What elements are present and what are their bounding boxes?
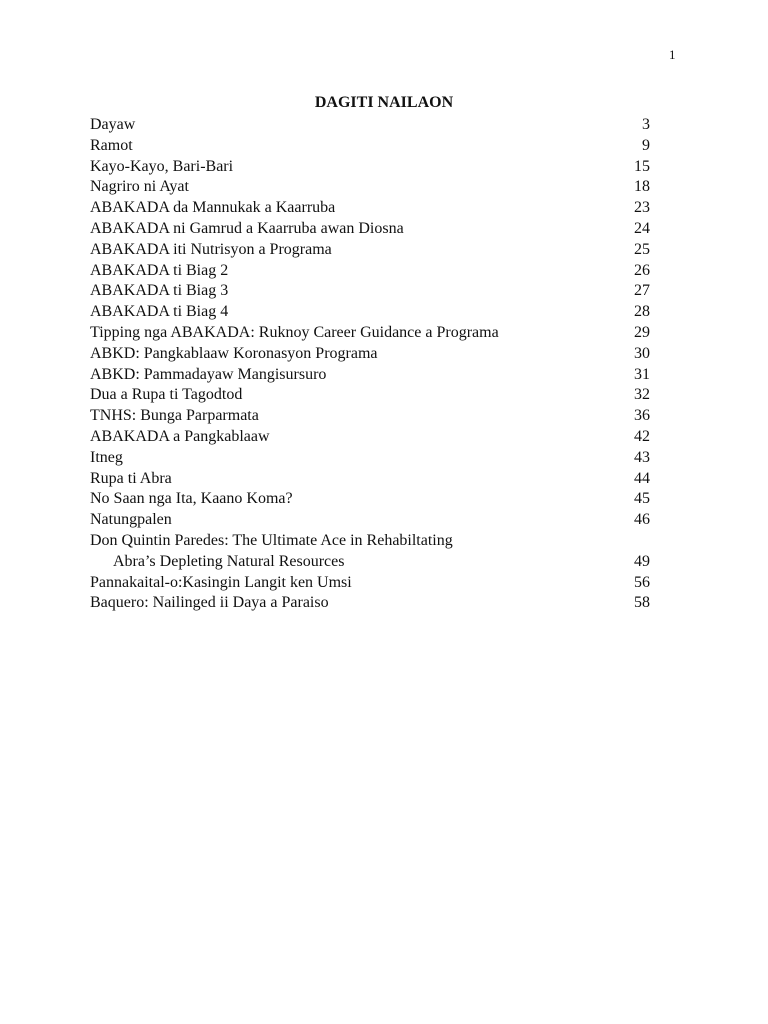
toc-entry [90,115,650,136]
toc-entry-title-continued: Abra’s Depleting Natural Resources [113,552,345,570]
toc-entry-page: 32 [634,386,650,404]
toc-entry [90,136,650,157]
toc-entry-titles [90,136,133,157]
toc-entry-titles [90,427,270,448]
toc-entry-title: Don Quintin Paredes: The Ultimate Ace in Rehabiltating [90,531,453,549]
toc-entry-titles [90,593,329,614]
toc-entry-page: 36 [634,407,650,425]
toc-entry [90,469,650,490]
toc-entry-titles [90,302,228,323]
toc-entry [90,344,650,365]
toc-entry-page: 43 [634,448,650,466]
toc-entry-title: ABKD: Pammadayaw Mangisursuro [90,365,327,383]
toc-entry [90,385,650,406]
toc-entry-page: 49 [634,552,650,570]
toc-entry-titles [90,219,404,240]
toc-entry-titles [90,198,335,219]
toc-entry [90,281,650,302]
toc-entry-title: ABAKADA ti Biag 4 [90,303,229,321]
toc-entry-page: 27 [634,282,650,300]
toc-entry-titles [90,323,499,344]
toc-entry-title: ABAKADA a Pangkablaaw [90,427,270,445]
toc-entry [90,219,650,240]
toc-entry-page: 9 [642,136,650,154]
toc-entry-page: 46 [634,511,650,529]
toc-entry-titles [90,177,189,198]
toc-entry-titles [90,365,326,386]
toc-entry-titles [90,281,228,302]
toc-entry [90,427,650,448]
toc-entry [90,573,650,594]
toc-entry [90,406,650,427]
toc-entry-title: ABAKADA iti Nutrisyon a Programa [90,240,332,258]
toc-entry [90,448,650,469]
toc-title: DAGITI NAILAON [314,94,454,111]
toc-entry-page: 31 [634,365,650,383]
toc-entry [90,198,650,219]
toc-entry-title: Rupa ti Abra [90,469,172,487]
toc-entry [90,365,650,386]
toc-entry-title: TNHS: Bunga Parparmata [90,407,259,425]
toc-entry-page: 24 [634,219,650,237]
toc-entry-page: 42 [634,427,650,445]
toc-entry-titles [90,489,293,510]
toc-entry-title: Pannakaital-o:Kasingin Langit ken Umsi [90,573,352,591]
toc-entry-title: Natungpalen [90,511,172,529]
toc-entry-titles [90,115,135,136]
toc-entry-title: Dua a Rupa ti Tagodtod [90,386,243,404]
toc-entry [90,157,650,178]
toc-entry-title: Dayaw [90,116,136,133]
toc-entry-page: 30 [634,344,650,362]
toc-entry-page: 3 [642,116,650,133]
toc-entry-title: Kayo-Kayo, Bari-Bari [90,157,234,175]
toc-entry-page: 56 [634,573,650,591]
toc-entry-page: 18 [634,178,650,196]
toc-entry-page: 29 [634,323,650,341]
toc-entry [90,593,650,614]
toc-entry-titles [90,157,233,178]
toc-entry-title: ABAKADA ni Gamrud a Kaarruba awan Diosna [90,219,404,237]
toc-entry [90,510,650,531]
toc-entry-page: 15 [634,157,650,175]
toc-entry-title: ABKD: Pangkablaaw Koronasyon Programa [90,344,378,362]
toc-entry-titles [90,406,259,427]
toc-entry-titles [90,344,378,365]
toc-entry [90,177,650,198]
toc-entry-titles [90,240,332,261]
toc-entry-title: ABAKADA da Mannukak a Kaarruba [90,199,336,217]
toc-entry [90,489,650,510]
toc-entry-page: 58 [634,594,650,612]
toc-entry-title: Ramot [90,136,133,154]
toc-entry-page: 23 [634,199,650,217]
toc-entry [90,531,650,573]
toc-entry-page: 45 [634,490,650,508]
toc-entry [90,240,650,261]
toc-entry-titles [90,448,123,469]
toc-entry [90,261,650,282]
toc-entry [90,323,650,344]
toc-entry-titles [90,469,172,490]
toc-entry-page: 26 [634,261,650,279]
toc-entry-title: No Saan nga Ita, Kaano Koma? [90,490,293,508]
toc-entry-title: Tipping nga ABAKADA: Ruknoy Career Guidance a Programa [90,323,499,341]
toc-entry-title: Baquero: Nailinged ii Daya a Paraiso [90,594,329,612]
toc-entry-titles [90,573,352,594]
toc-entry-page: 28 [634,303,650,321]
toc-entry-page: 44 [634,469,650,487]
toc-entry [90,302,650,323]
toc-entry-title: Itneg [90,448,123,466]
toc-entry-title: ABAKADA ti Biag 3 [90,282,229,300]
toc-entry-titles [90,261,228,282]
toc-entry-titles [90,510,172,531]
page-number: 1 [669,47,676,62]
table-of-contents [90,115,650,614]
toc-entry-page: 25 [634,240,650,258]
toc-entry-title: ABAKADA ti Biag 2 [90,261,229,279]
toc-entry-titles [90,385,242,406]
toc-entry-title: Nagriro ni Ayat [90,178,189,196]
toc-entry-titles [90,531,453,573]
